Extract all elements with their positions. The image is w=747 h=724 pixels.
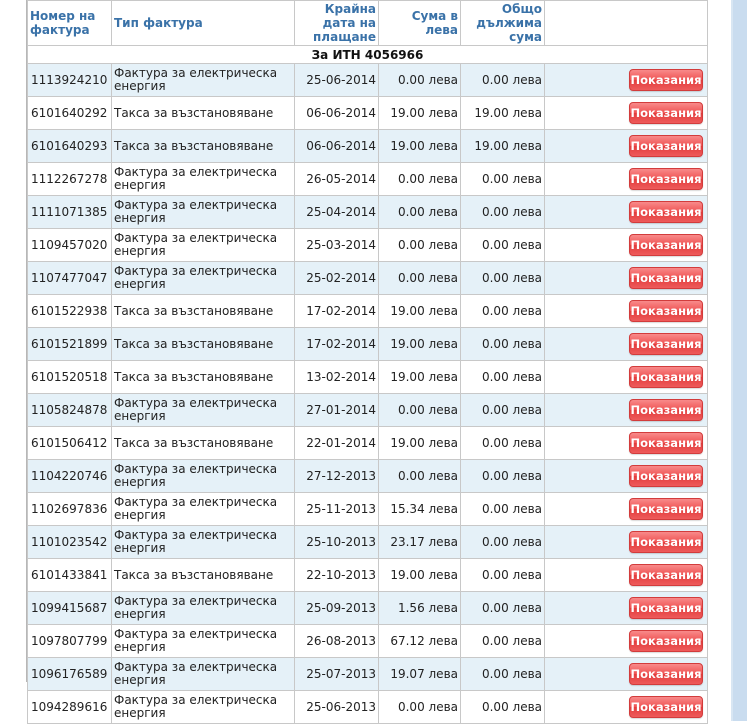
amount-cell: 0.00 лева (379, 229, 461, 262)
table-row (28, 526, 708, 559)
table-row (28, 592, 708, 625)
total-due-cell: 0.00 лева (461, 625, 545, 658)
readings-button[interactable]: Показания (629, 399, 703, 421)
table-row (28, 130, 708, 163)
invoice-table-container (26, 0, 708, 720)
actions-cell (545, 163, 708, 196)
invoice-type-cell: Такса за възстановяване (112, 328, 295, 361)
invoice-number-cell: 1096176589 (28, 658, 112, 691)
due-date-cell: 06-06-2014 (295, 97, 379, 130)
table-row (28, 97, 708, 130)
table-row (28, 559, 708, 592)
table-row (28, 295, 708, 328)
table-row (28, 262, 708, 295)
table-row (28, 493, 708, 526)
due-date-cell: 06-06-2014 (295, 130, 379, 163)
table-row (28, 64, 708, 97)
table-row (28, 427, 708, 460)
column-header-number[interactable]: Номер на фактура (28, 1, 112, 46)
due-date-cell: 25-06-2013 (295, 691, 379, 724)
invoice-number-cell: 1104220746 (28, 460, 112, 493)
due-date-cell: 25-07-2013 (295, 658, 379, 691)
actions-cell (545, 130, 708, 163)
actions-cell (545, 658, 708, 691)
invoice-type-cell: Фактура за електрическа енергия (112, 460, 295, 493)
invoice-type-cell: Фактура за електрическа енергия (112, 526, 295, 559)
total-due-cell: 0.00 лева (461, 295, 545, 328)
readings-button[interactable]: Показания (629, 498, 703, 520)
amount-cell: 1.56 лева (379, 592, 461, 625)
table-row (28, 163, 708, 196)
total-due-cell: 0.00 лева (461, 361, 545, 394)
invoice-type-cell: Фактура за електрическа енергия (112, 394, 295, 427)
amount-cell: 0.00 лева (379, 460, 461, 493)
invoice-type-cell: Фактура за електрическа енергия (112, 196, 295, 229)
table-row (28, 625, 708, 658)
invoice-type-cell: Фактура за електрическа енергия (112, 625, 295, 658)
readings-button[interactable]: Показания (629, 300, 703, 322)
table-row (28, 229, 708, 262)
amount-cell: 0.00 лева (379, 196, 461, 229)
invoice-number-cell: 1099415687 (28, 592, 112, 625)
table-row (28, 691, 708, 724)
readings-button[interactable]: Показания (629, 663, 703, 685)
invoice-type-cell: Фактура за електрическа енергия (112, 229, 295, 262)
table-row (28, 460, 708, 493)
invoice-type-cell: Фактура за електрическа енергия (112, 658, 295, 691)
due-date-cell: 26-08-2013 (295, 625, 379, 658)
amount-cell: 0.00 лева (379, 394, 461, 427)
column-header-actions (545, 1, 708, 46)
due-date-cell: 13-02-2014 (295, 361, 379, 394)
table-row (28, 394, 708, 427)
amount-cell: 23.17 лева (379, 526, 461, 559)
due-date-cell: 27-01-2014 (295, 394, 379, 427)
actions-cell (545, 691, 708, 724)
readings-button[interactable]: Показания (629, 267, 703, 289)
invoice-number-cell: 6101640292 (28, 97, 112, 130)
total-due-cell: 0.00 лева (461, 163, 545, 196)
invoice-number-cell: 1105824878 (28, 394, 112, 427)
invoice-type-cell: Такса за възстановяване (112, 97, 295, 130)
group-label: За ИТН 4056966 (28, 46, 708, 64)
amount-cell: 15.34 лева (379, 493, 461, 526)
invoice-number-cell: 6101521899 (28, 328, 112, 361)
total-due-cell: 0.00 лева (461, 493, 545, 526)
actions-cell (545, 559, 708, 592)
table-header-row (28, 1, 708, 46)
invoice-type-cell: Фактура за електрическа енергия (112, 592, 295, 625)
readings-button[interactable]: Показания (629, 333, 703, 355)
invoice-type-cell: Такса за възстановяване (112, 559, 295, 592)
readings-button[interactable]: Показания (629, 102, 703, 124)
amount-cell: 19.00 лева (379, 130, 461, 163)
invoice-number-cell: 1097807799 (28, 625, 112, 658)
amount-cell: 0.00 лева (379, 262, 461, 295)
table-row (28, 361, 708, 394)
due-date-cell: 25-03-2014 (295, 229, 379, 262)
amount-cell: 19.00 лева (379, 295, 461, 328)
invoice-number-cell: 6101640293 (28, 130, 112, 163)
amount-cell: 0.00 лева (379, 64, 461, 97)
readings-button[interactable]: Показания (629, 531, 703, 553)
due-date-cell: 25-06-2014 (295, 64, 379, 97)
total-due-cell: 0.00 лева (461, 526, 545, 559)
total-due-cell: 19.00 лева (461, 97, 545, 130)
invoice-number-cell: 1107477047 (28, 262, 112, 295)
actions-cell (545, 229, 708, 262)
actions-cell (545, 427, 708, 460)
invoice-number-cell: 1101023542 (28, 526, 112, 559)
invoice-type-cell: Фактура за електрическа енергия (112, 262, 295, 295)
readings-button[interactable]: Показания (629, 201, 703, 223)
group-header-row (28, 46, 708, 64)
total-due-cell: 0.00 лева (461, 328, 545, 361)
due-date-cell: 17-02-2014 (295, 295, 379, 328)
readings-button[interactable]: Показания (629, 69, 703, 91)
invoice-type-cell: Такса за възстановяване (112, 130, 295, 163)
actions-cell (545, 295, 708, 328)
actions-cell (545, 361, 708, 394)
amount-cell: 19.00 лева (379, 427, 461, 460)
actions-cell (545, 196, 708, 229)
table-row (28, 658, 708, 691)
actions-cell (545, 460, 708, 493)
due-date-cell: 27-12-2013 (295, 460, 379, 493)
due-date-cell: 25-02-2014 (295, 262, 379, 295)
invoice-number-cell: 1112267278 (28, 163, 112, 196)
amount-cell: 19.00 лева (379, 361, 461, 394)
readings-button[interactable]: Показания (629, 465, 703, 487)
invoice-number-cell: 6101520518 (28, 361, 112, 394)
total-due-cell: 0.00 лева (461, 559, 545, 592)
total-due-cell: 0.00 лева (461, 394, 545, 427)
total-due-cell: 0.00 лева (461, 427, 545, 460)
readings-button[interactable]: Показания (629, 432, 703, 454)
total-due-cell: 0.00 лева (461, 691, 545, 724)
page-side-stripe (731, 0, 747, 721)
readings-button[interactable]: Показания (629, 135, 703, 157)
readings-button[interactable]: Показания (629, 696, 703, 718)
invoice-table (27, 0, 708, 724)
due-date-cell: 25-09-2013 (295, 592, 379, 625)
readings-button[interactable]: Показания (629, 366, 703, 388)
amount-cell: 19.07 лева (379, 658, 461, 691)
invoice-type-cell: Фактура за електрическа енергия (112, 64, 295, 97)
actions-cell (545, 262, 708, 295)
actions-cell (545, 493, 708, 526)
readings-button[interactable]: Показания (629, 168, 703, 190)
invoice-number-cell: 6101506412 (28, 427, 112, 460)
invoice-number-cell: 1109457020 (28, 229, 112, 262)
amount-cell: 19.00 лева (379, 328, 461, 361)
invoice-type-cell: Фактура за електрическа енергия (112, 691, 295, 724)
due-date-cell: 22-10-2013 (295, 559, 379, 592)
invoice-type-cell: Такса за възстановяване (112, 427, 295, 460)
actions-cell (545, 64, 708, 97)
due-date-cell: 25-04-2014 (295, 196, 379, 229)
invoice-number-cell: 1102697836 (28, 493, 112, 526)
invoice-number-cell: 1113924210 (28, 64, 112, 97)
due-date-cell: 25-11-2013 (295, 493, 379, 526)
total-due-cell: 0.00 лева (461, 592, 545, 625)
column-header-amount[interactable]: Сума в лева (379, 1, 461, 46)
amount-cell: 67.12 лева (379, 625, 461, 658)
invoice-number-cell: 6101522938 (28, 295, 112, 328)
readings-button[interactable]: Показания (629, 234, 703, 256)
invoice-type-cell: Такса за възстановяване (112, 295, 295, 328)
due-date-cell: 25-10-2013 (295, 526, 379, 559)
readings-button[interactable]: Показания (629, 630, 703, 652)
readings-button[interactable]: Показания (629, 597, 703, 619)
invoice-type-cell: Фактура за електрическа енергия (112, 163, 295, 196)
total-due-cell: 19.00 лева (461, 130, 545, 163)
due-date-cell: 22-01-2014 (295, 427, 379, 460)
due-date-cell: 17-02-2014 (295, 328, 379, 361)
invoice-number-cell: 1094289616 (28, 691, 112, 724)
invoice-type-cell: Фактура за електрическа енергия (112, 493, 295, 526)
actions-cell (545, 625, 708, 658)
actions-cell (545, 328, 708, 361)
invoice-number-cell: 1111071385 (28, 196, 112, 229)
column-header-type[interactable]: Тип фактура (112, 1, 295, 46)
amount-cell: 19.00 лева (379, 559, 461, 592)
table-row (28, 196, 708, 229)
total-due-cell: 0.00 лева (461, 262, 545, 295)
actions-cell (545, 526, 708, 559)
amount-cell: 0.00 лева (379, 163, 461, 196)
amount-cell: 0.00 лева (379, 691, 461, 724)
column-header-total-due[interactable]: Общо дължима сума (461, 1, 545, 46)
total-due-cell: 0.00 лева (461, 229, 545, 262)
invoice-number-cell: 6101433841 (28, 559, 112, 592)
amount-cell: 19.00 лева (379, 97, 461, 130)
due-date-cell: 26-05-2014 (295, 163, 379, 196)
invoice-type-cell: Такса за възстановяване (112, 361, 295, 394)
actions-cell (545, 97, 708, 130)
table-row (28, 328, 708, 361)
total-due-cell: 0.00 лева (461, 658, 545, 691)
actions-cell (545, 394, 708, 427)
total-due-cell: 0.00 лева (461, 64, 545, 97)
actions-cell (545, 592, 708, 625)
total-due-cell: 0.00 лева (461, 196, 545, 229)
readings-button[interactable]: Показания (629, 564, 703, 586)
total-due-cell: 0.00 лева (461, 460, 545, 493)
column-header-due-date[interactable]: Крайна дата на плащане (295, 1, 379, 46)
